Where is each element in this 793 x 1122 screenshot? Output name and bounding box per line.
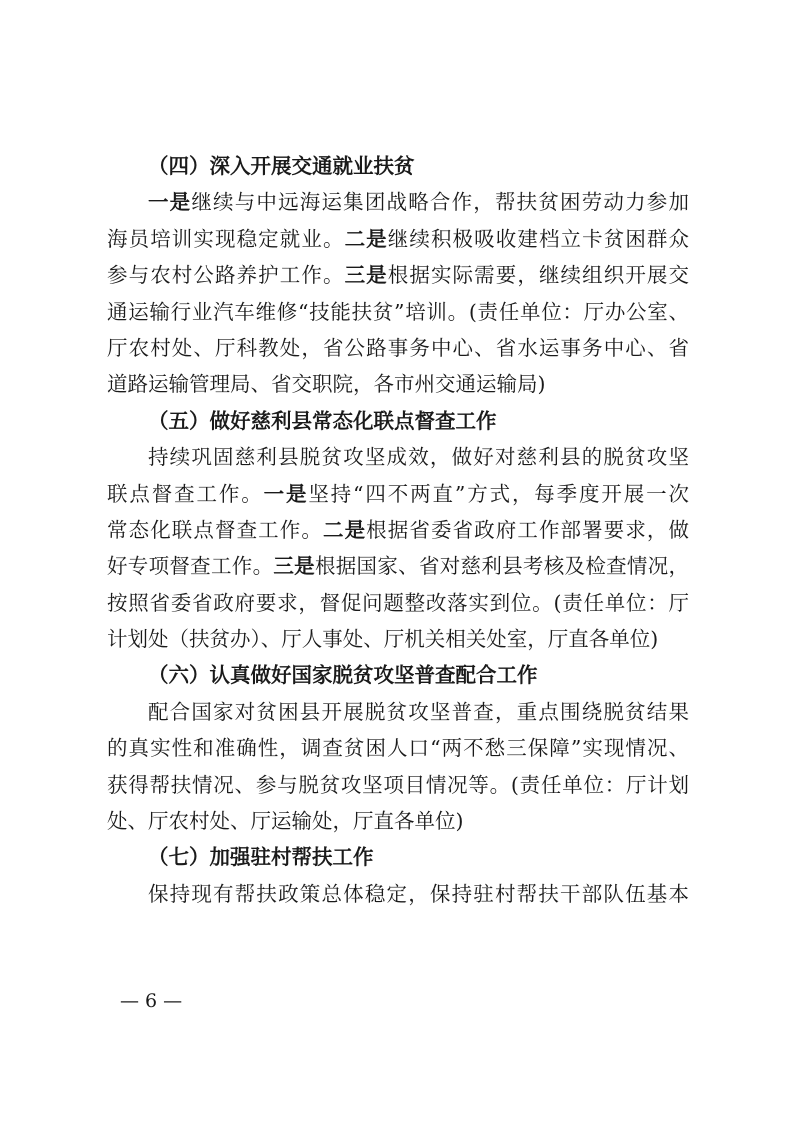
paragraph-line (107, 476, 689, 512)
paragraph-line (107, 876, 689, 912)
keyword-text: 二是 (344, 226, 388, 251)
body-text: 通运输行业汽车维修“技能扶贫”培训。(责任单位：厅办公室、 (107, 299, 689, 324)
paragraph-line (107, 221, 689, 257)
section-heading: （四）深入开展交通就业扶贫 (148, 154, 415, 178)
document-body (107, 148, 689, 912)
body-text: 联点督查工作。 (107, 481, 264, 506)
page-number: — 6 — (120, 990, 183, 1012)
body-text: 继续与中远海运集团战略合作，帮扶贫困劳动力参加 (191, 190, 689, 215)
paragraph-line (107, 803, 689, 839)
body-text: 根据省委省政府工作部署要求，做 (366, 517, 689, 542)
paragraph-line (107, 330, 689, 366)
keyword-text: 三是 (273, 554, 315, 579)
body-text: 计划处（扶贫办）、厅人事处、厅机关相关处室，厅直各单位) (107, 627, 659, 652)
body-text: 获得帮扶情况、参与脱贫攻坚项目情况等。(责任单位：厅计划 (107, 772, 689, 797)
paragraph-line (107, 184, 689, 220)
keyword-text: 二是 (322, 517, 367, 542)
body-text: 配合国家对贫困县开展脱贫攻坚普查，重点围绕脱贫结果 (148, 699, 689, 724)
paragraph-line (107, 621, 689, 657)
keyword-text: 一是 (148, 190, 192, 215)
section-heading: （七）加强驻村帮扶工作 (148, 845, 374, 870)
body-text: 根据实际需要，继续组织开展交 (387, 263, 689, 288)
paragraph-line (107, 548, 689, 584)
body-text: 厅农村处、厅科教处，省公路事务中心、省水运事务中心、省 (107, 335, 689, 360)
keyword-text: 一是 (263, 481, 309, 506)
section-heading: （五）做好慈利县常态化联点督查工作 (148, 408, 497, 433)
body-text: 海员培训实现稳定就业。 (107, 226, 345, 251)
paragraph-line (107, 439, 689, 475)
body-text: 持续巩固慈利县脱贫攻坚成效，做好对慈利县的脱贫攻坚 (148, 445, 689, 470)
body-text: 的真实性和准确性，调查贫困人口“两不愁三保障”实现情况、 (107, 736, 689, 761)
body-text: 保持现有帮扶政策总体稳定，保持驻村帮扶干部队伍基本 (148, 881, 689, 906)
paragraph-line (107, 767, 689, 803)
paragraph-line (107, 257, 689, 293)
paragraph-line (107, 512, 689, 548)
paragraph-line (107, 294, 689, 330)
paragraph-line (107, 730, 689, 766)
body-text: 道路运输管理局、省交职院，各市州交通运输局) (107, 372, 546, 397)
paragraph-line (107, 694, 689, 730)
body-text: 好专项督查工作。 (107, 554, 274, 579)
body-text: 根据国家、省对慈利县考核及检查情况， (314, 554, 689, 579)
body-text: 常态化联点督查工作。 (107, 517, 323, 542)
body-text: 处、厅农村处、厅运输处，厅直各单位) (107, 809, 464, 834)
keyword-text: 三是 (344, 263, 388, 288)
paragraph-line (107, 585, 689, 621)
body-text: 按照省委省政府要求，督促问题整改落实到位。(责任单位：厅 (107, 590, 689, 615)
body-text: 坚持“四不两直”方式，每季度开展一次 (308, 481, 689, 506)
body-text: 继续积极吸收建档立卡贫困群众 (387, 226, 689, 251)
section-heading: （六）认真做好国家脱贫攻坚普查配合工作 (148, 663, 538, 688)
body-text: 参与农村公路养护工作。 (107, 263, 345, 288)
paragraph-line (107, 366, 689, 402)
